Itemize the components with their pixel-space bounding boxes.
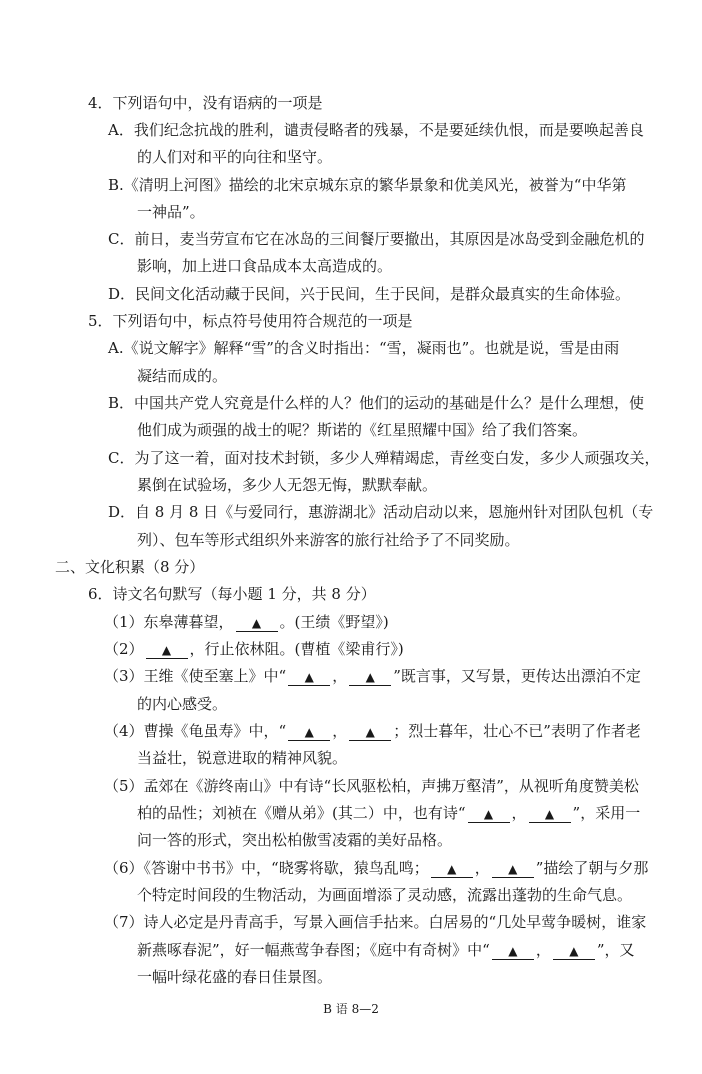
q4-option-a-line1: A．我们纪念抗战的胜利，谴责侵略者的残暴，不是要延续仇恨，而是要唤起善良 [108,121,644,139]
q4-option-a-line2: 的人们对和平的向往和坚守。 [137,148,333,166]
q5-option-d-line1: D．自 8 月 8 日《与爱同行，惠游湖北》活动启动以来，恩施州针对团队包机（专 [108,503,654,521]
answer-blank[interactable]: ▲ [288,724,330,741]
q4-stem: 4．下列语句中，没有语病的一项是 [88,94,323,112]
q6-item-3-cont: 的内心感受。 [137,695,228,713]
q6-item-4-cont: 当益壮，锐意进取的精神风貌。 [137,749,348,767]
answer-blank[interactable]: ▲ [288,669,330,686]
q4-option-c-line2: 影响，加上进口食品成本太高造成的。 [137,257,393,275]
answer-blank[interactable]: ▲ [349,669,391,686]
answer-blank[interactable]: ▲ [349,724,391,741]
answer-blank[interactable]: ▲ [146,642,188,659]
q6-item-7-line2: 新燕啄春泥”，好一幅燕莺争春图；《庭中有奇树》中“ ▲ ， ▲ ”，又 [137,941,635,959]
page-footer: B 语 8—2 [323,1002,379,1016]
q6-item-5-line3: 问一答的形式，突出松柏傲雪凌霜的美好品格。 [137,831,453,849]
q5-option-b-line2: 他们成为顽强的战士的呢？斯诺的《红星照耀中国》给了我们答案。 [137,421,588,439]
q6-item-2: （2） ▲ ，行止依林阻。(曹植《梁甫行》) [104,640,404,658]
q4-option-b-line2: 一神品”。 [137,203,205,221]
q6-item-3: （3）王维《使至塞上》中“ ▲ ， ▲ ”既言事，又写景，更传达出漂泊不定 [104,667,641,685]
q6-item-6-cont: 个特定时间段的生物活动，为画面增添了灵动感，流露出蓬勃的生命气息。 [137,886,633,904]
q6-item-5: （5）孟郊在《游终南山》中有诗“长风驱松柏，声拂万壑清”，从视听角度赞美松 [104,777,639,795]
q5-option-a-line2: 凝结而成的。 [137,367,228,385]
answer-blank[interactable]: ▲ [553,943,595,960]
q4-option-d-line1: D．民间文化活动藏于民间，兴于民间，生于民间，是群众最真实的生命体验。 [108,285,631,303]
answer-blank[interactable]: ▲ [492,943,534,960]
q6-item-7: （7）诗人必定是丹青高手，写景入画信手拈来。白居易的“几处早莺争暖树，谁家 [104,913,647,931]
q5-option-c-line2: 累倒在试验场，多少人无怨无悔，默默奉献。 [137,476,438,494]
answer-blank[interactable]: ▲ [468,806,510,823]
q5-option-a-line1: A.《说文解字》解释“雪”的含义时指出：“雪，凝雨也”。也就是说，雪是由雨 [108,339,620,357]
q6-item-4: （4）曹操《龟虽寿》中，“ ▲ ， ▲ ；烈士暮年，壮心不已”表明了作者老 [104,722,641,740]
q6-stem: 6．诗文名句默写（每小题 1 分，共 8 分） [88,585,376,603]
answer-blank[interactable]: ▲ [431,861,473,878]
answer-blank[interactable]: ▲ [236,615,278,632]
q6-item-1: （1）东皋薄暮望， ▲ 。(王绩《野望》) [104,613,389,631]
q5-option-d-line2: 列）、包车等形式组织外来游客的旅行社给予了不同奖励。 [137,531,520,549]
q6-item-6: （6）《答谢中书书》中，“晓雾将歇，猿鸟乱鸣； ▲ ， ▲ ”描绘了朝与夕那 [104,859,649,877]
section-heading: 二、文化积累（8 分） [55,558,205,576]
q5-stem: 5．下列语句中，标点符号使用符合规范的一项是 [88,312,413,330]
q4-option-c-line1: C．前日，麦当劳宣布它在冰岛的三间餐厅要撤出，其原因是冰岛受到金融危机的 [108,230,645,248]
q5-option-b-line1: B．中国共产党人究竟是什么样的人？他们的运动的基础是什么？是什么理想，使 [108,394,645,412]
q6-item-5-line2: 柏的品性；刘祯在《赠从弟》(其二）中，也有诗“ ▲ ， ▲ ”，采用一 [137,804,641,822]
q5-option-c-line1: C．为了这一着，面对技术封锁，多少人殚精竭虑，青丝变白发，多少人顽强攻关， [108,449,660,467]
q6-item-7-line3: 一幅叶绿花盛的春日佳景图。 [137,968,333,986]
answer-blank[interactable]: ▲ [529,806,571,823]
answer-blank[interactable]: ▲ [492,861,534,878]
q4-option-b-line1: B.《清明上河图》描绘的北宋京城东京的繁华景象和优美风光，被誉为“中华第 [108,176,627,194]
